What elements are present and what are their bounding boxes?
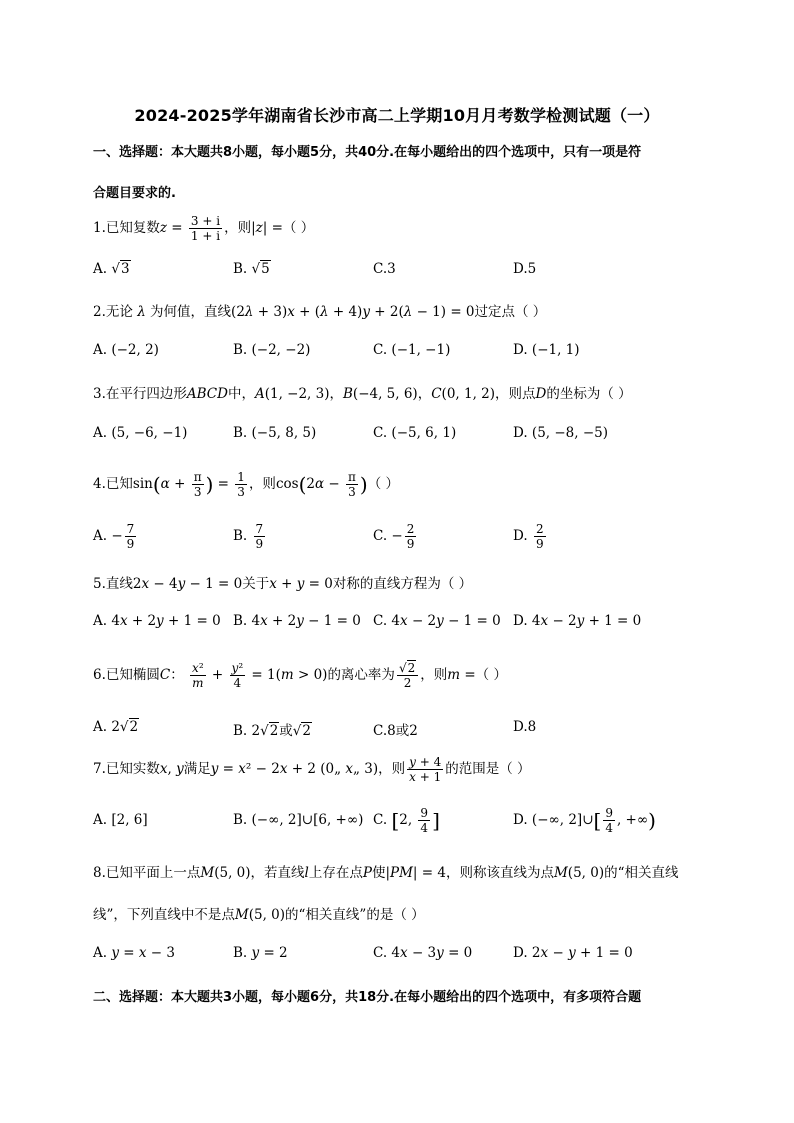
q4-suffix: （ ）	[367, 476, 399, 492]
question-1: 1.已知复数z = $\frac{3 + i}{1 + i}$ ，则|z| =（ ）	[93, 214, 315, 243]
q3-option-b: B. (−5, 8, 5)	[233, 425, 317, 441]
question-3: 3.在平行四边形ABCD中，A(1, −2, 3)，B(−4, 5, 6)，C(0, 1, 2)，则点D的坐标为（ ）	[93, 386, 632, 402]
q1-option-a: A. √3	[93, 261, 130, 277]
q4-option-c: C. − $\frac{2}{9}$	[373, 522, 415, 551]
question-2: 2.无论 λ 为何值，直线(2λ + 3)x + (λ + 4)y + 2(λ − 1) = 0过定点（ ）	[93, 304, 547, 320]
q6-suffix: ，则	[420, 667, 448, 683]
q8-option-c: C. 4x − 3y = 0	[373, 945, 473, 961]
question-5: 5.直线2x − 4y − 1 = 0关于x + y = 0对称的直线方程为（ ）	[93, 576, 473, 592]
q5-prefix: 5.直线	[93, 576, 133, 592]
section1-line1: 一、选择题：本大题共8小题，每小题5分，共40分.在每小题给出的四个选项中，只有一项是符	[93, 145, 642, 160]
q7-mid: 满足	[183, 761, 211, 777]
q7-option-a: A. [2, 6]	[93, 812, 148, 828]
q1-mid: ，则	[224, 220, 252, 236]
q8-option-d: D. 2x − y + 1 = 0	[513, 945, 633, 961]
q4-option-a: A. − $\frac{7}{9}$	[93, 522, 135, 551]
q5-suffix: 对称的直线方程为（ ）	[332, 576, 473, 592]
q2-suffix: 过定点（ ）	[474, 304, 547, 320]
q1-prefix: 1.已知复数	[93, 220, 160, 236]
q5-option-d: D. 4x − 2y + 1 = 0	[513, 613, 642, 629]
q1-math: z	[159, 220, 168, 236]
q7-tail: 的范围是（ ）	[445, 761, 531, 777]
q5-mid: 关于	[242, 576, 270, 592]
q2-option-a: A. (−2, 2)	[93, 342, 159, 358]
q4-option-d: D. $\frac{2}{9}$	[513, 522, 544, 551]
q1-suffix: （ ）	[282, 220, 315, 236]
q3-option-d: D. (5, −8, −5)	[513, 425, 609, 441]
question-6: 6.已知椭圆C： $\frac{\text{x²}}{m}$ + $\frac{\text{y²}}{4}$ = 1(m > 0)的离心率为 $\frac{√2}{2}$ ，则m =（ ）	[93, 661, 507, 690]
q6-option-b: B. 2√2或√2	[233, 723, 311, 739]
section1-line2: 合题目要求的.	[93, 186, 176, 201]
section2-line1: 二、选择题：本大题共3小题，每小题6分，共18分.在每小题给出的四个选项中，有多项符合题	[93, 990, 642, 1005]
q2-option-d: D. (−1, 1)	[513, 342, 580, 358]
q3-option-c: C. (−5, 6, 1)	[373, 425, 457, 441]
q1-fraction: $\frac{3 + i}{1 + i}$	[190, 214, 221, 243]
q1-option-c: C.3	[373, 261, 396, 277]
q1-option-b: B. √5	[233, 261, 270, 277]
q6-mid: 的离心率为	[327, 667, 395, 683]
q2-option-c: C. (−1, −1)	[373, 342, 451, 358]
q4-mid: ，则	[248, 476, 276, 492]
q7-suffix: ，则	[378, 761, 406, 777]
q4-prefix: 4.已知	[93, 476, 133, 492]
q8-option-a: A. y = x − 3	[93, 945, 175, 961]
q2-prefix: 2.无论	[93, 304, 133, 320]
q5-option-b: B. 4x + 2y − 1 = 0	[233, 613, 361, 629]
q6-option-d: D.8	[513, 719, 537, 735]
q1-option-d: D.5	[513, 261, 537, 277]
q7-prefix: 7.已知实数	[93, 761, 160, 777]
q6-prefix: 6.已知椭圆	[93, 667, 160, 683]
q6-option-a: A. 2√2	[93, 719, 139, 735]
q7-option-b: B. (−∞, 2]∪[6, +∞)	[233, 812, 364, 828]
q3-suffix: ，则点	[495, 386, 536, 402]
q3-mid: 中，	[227, 386, 255, 402]
q7-option-c: C. [2, $\frac{9}{4}$ ]	[373, 806, 440, 835]
q3-prefix: 3.在平行四边形	[93, 386, 187, 402]
exam-title: 2024-2025学年湖南省长沙市高二上学期10月月考数学检测试题（一）	[134, 106, 660, 125]
question-7: 7.已知实数x, y满足y = x² − 2x + 2 (0„ x„ 3)，则 $\frac{y + 4}{x + 1}$ 的范围是（ ）	[93, 755, 531, 784]
q2-option-b: B. (−2, −2)	[233, 342, 311, 358]
q8-option-b: B. y = 2	[233, 945, 288, 961]
q6-option-c: C.8或2	[373, 723, 418, 739]
question-4: 4.已知sin(α + $\frac{\pi}{3}$ ) = $\frac{1}{3}$ ，则cos(2α − $\frac{\pi}{3}$ )（ ）	[93, 470, 399, 499]
q3-tail: 的坐标为（ ）	[546, 386, 632, 402]
q2-mid: 为何值，直线	[150, 304, 232, 320]
q7-option-d: D. (−∞, 2]∪[ $\frac{9}{4}$ , +∞)	[513, 806, 656, 835]
q5-option-a: A. 4x + 2y + 1 = 0	[93, 613, 221, 629]
question-8-line1: 8.已知平面上一点M(5, 0)，若直线l上存在点P使|PM| = 4，则称该直线为点M(5, 0)的“相关直线	[93, 865, 679, 881]
q5-option-c: C. 4x − 2y − 1 = 0	[373, 613, 501, 629]
question-8-line2: 线”，下列直线中不是点M(5, 0)的“相关直线”的是（ ）	[93, 907, 425, 923]
q3-option-a: A. (5, −6, −1)	[93, 425, 188, 441]
q4-option-b: B. $\frac{7}{9}$	[233, 522, 264, 551]
q6-tail: （ ）	[475, 667, 507, 683]
